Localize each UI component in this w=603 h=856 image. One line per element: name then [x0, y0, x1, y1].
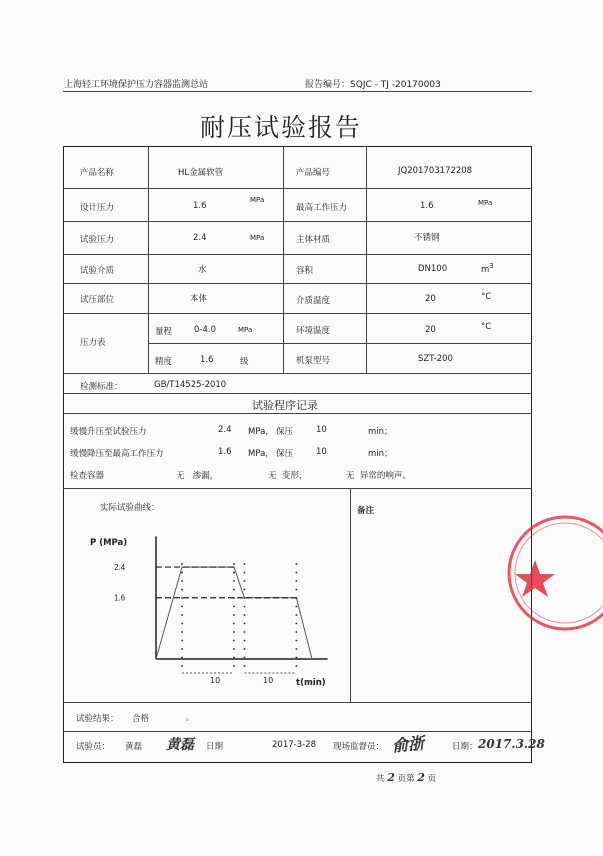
label-design-pressure: 设计压力	[80, 203, 115, 213]
check-item-deform-text: 变形，	[281, 471, 308, 481]
unit-env-temp: °C	[481, 322, 492, 332]
page-total: 2	[387, 771, 395, 784]
label-volume: 容积	[296, 266, 314, 276]
report-number-label: 报告编号：	[305, 80, 351, 90]
label-max-work-pressure: 最高工作压力	[296, 203, 348, 213]
procedure-row2-pressure: 1.6	[218, 447, 232, 457]
page-current: 2	[417, 771, 425, 784]
check-item-leak	[176, 469, 218, 481]
remarks-label: 备注	[357, 506, 375, 516]
value-product-no: JQ201703172208	[398, 166, 473, 176]
date-value: 2017-3-28	[272, 740, 316, 750]
date2-label: 日期：	[452, 742, 478, 752]
value-volume: DN100	[418, 264, 448, 274]
value-part: 本体	[190, 294, 208, 304]
label-standard: 检测标准：	[80, 382, 123, 392]
procedure-row2-unit: MPa，	[248, 449, 274, 459]
unit-volume-sup: 3	[489, 262, 494, 270]
check-item-noise-pre: 无	[346, 471, 355, 481]
procedure-row1-unit: MPa，	[248, 427, 274, 437]
col-line	[366, 146, 367, 373]
row-line	[63, 488, 532, 489]
label-env-temp: 环境温度	[296, 326, 331, 336]
value-range: 0-4.0	[194, 325, 216, 335]
label-accuracy: 精度	[155, 357, 173, 367]
tester-name: 黄磊	[125, 742, 143, 752]
report-number-value: SQJC - TJ -20170003	[350, 80, 441, 90]
interval-label-1: 10	[210, 676, 221, 685]
curve-title: 实际试验曲线：	[100, 503, 160, 513]
y-tick-label: 2.4	[114, 563, 126, 573]
label-medium-temp: 介质温度	[296, 296, 331, 306]
row-line	[63, 731, 532, 732]
col-line	[350, 488, 351, 702]
value-product-name: HL金属软管	[178, 168, 224, 178]
org-name: 上海轻工环境保护压力容器监测总站	[64, 80, 209, 90]
row-line	[63, 393, 532, 394]
unit-design-pressure: MPa	[250, 196, 265, 204]
value-env-temp: 20	[425, 325, 436, 335]
value-max-work-pressure: 1.6	[420, 201, 434, 211]
label-medium: 试验介质	[80, 266, 115, 276]
value-standard: GB/T14525-2010	[154, 380, 227, 390]
page-suffix: 页	[427, 774, 437, 784]
report-number	[305, 77, 441, 90]
check-item-leak-text: 渗漏，	[192, 471, 219, 481]
procedure-row2-label: 缓慢降压至最高工作压力	[70, 449, 164, 459]
col-line	[148, 146, 149, 373]
row-line	[148, 343, 532, 344]
check-item-deform	[268, 469, 307, 481]
value-medium: 水	[198, 265, 207, 275]
label-part: 试压部位	[80, 295, 115, 305]
unit-accuracy: 级	[240, 357, 249, 367]
date2-value: 2017.3.28	[478, 737, 545, 751]
label-gauge: 压力表	[80, 338, 106, 348]
page-number	[376, 771, 436, 784]
interval-label-2: 10	[263, 676, 274, 685]
row-line	[63, 283, 532, 284]
col-line	[283, 146, 284, 373]
page-total-pre: 共	[376, 774, 385, 784]
curve-ylabel: P (MPa)	[90, 538, 128, 548]
label-range: 量程	[155, 327, 173, 337]
result-dot: 。	[186, 713, 195, 723]
row-line	[63, 413, 532, 414]
check-item-deform-pre: 无	[268, 471, 277, 481]
unit-volume-base: m	[481, 264, 490, 275]
row-line	[63, 188, 532, 189]
page-mid: 页第	[397, 774, 415, 784]
date-label: 日期	[206, 742, 224, 752]
unit-max-work-pressure: MPa	[478, 199, 493, 207]
procedure-row1-hold: 保压	[276, 427, 294, 437]
procedure-row1-pressure: 2.4	[218, 425, 232, 435]
label-pump: 机泵型号	[296, 356, 331, 366]
value-design-pressure: 1.6	[193, 201, 207, 211]
row-line	[63, 702, 532, 703]
page-title: 耐压试验报告	[200, 113, 363, 142]
result-value: 合格	[132, 714, 150, 724]
procedure-row1-time-unit: min；	[368, 427, 393, 437]
check-item-noise-text: 异常的响声。	[359, 471, 411, 481]
tester-signature: 黄磊	[166, 737, 194, 753]
curve-xlabel: t(min)	[296, 678, 326, 688]
procedure-row2-time: 10	[316, 447, 327, 457]
result-label: 试验结果：	[76, 714, 119, 724]
value-medium-temp: 20	[425, 294, 436, 304]
check-label: 检查容器	[70, 471, 105, 481]
row-line	[63, 221, 532, 222]
row-line	[63, 373, 532, 374]
tester-label: 试验员：	[76, 742, 111, 752]
procedure-row1-label: 缓慢升压至试验压力	[70, 427, 147, 437]
label-product-name: 产品名称	[80, 168, 115, 178]
procedure-row2-time-unit: min；	[368, 449, 393, 459]
value-test-pressure: 2.4	[193, 233, 207, 243]
value-material: 不锈钢	[414, 233, 440, 243]
label-material: 主体材质	[296, 235, 331, 245]
unit-test-pressure: MPa	[250, 234, 265, 242]
supervisor-label: 现场监督员：	[333, 742, 385, 752]
supervisor-signature: 俞浙	[391, 733, 426, 756]
row-line	[63, 313, 532, 314]
check-item-leak-pre: 无	[176, 471, 185, 481]
unit-range: MPa	[238, 326, 253, 334]
value-pump: SZT-200	[418, 354, 453, 364]
unit-medium-temp: °C	[481, 292, 492, 302]
y-tick-label: 1.6	[114, 593, 126, 603]
label-test-pressure: 试验压力	[80, 235, 115, 245]
procedure-row1-time: 10	[316, 425, 327, 435]
procedure-row2-hold: 保压	[276, 449, 294, 459]
check-item-noise	[346, 469, 411, 481]
unit-volume	[481, 262, 494, 275]
label-product-no: 产品编号	[296, 168, 331, 178]
row-line	[63, 254, 532, 255]
procedure-title: 试验程序记录	[252, 399, 318, 412]
header-rule	[63, 91, 532, 92]
value-accuracy: 1.6	[200, 355, 214, 365]
